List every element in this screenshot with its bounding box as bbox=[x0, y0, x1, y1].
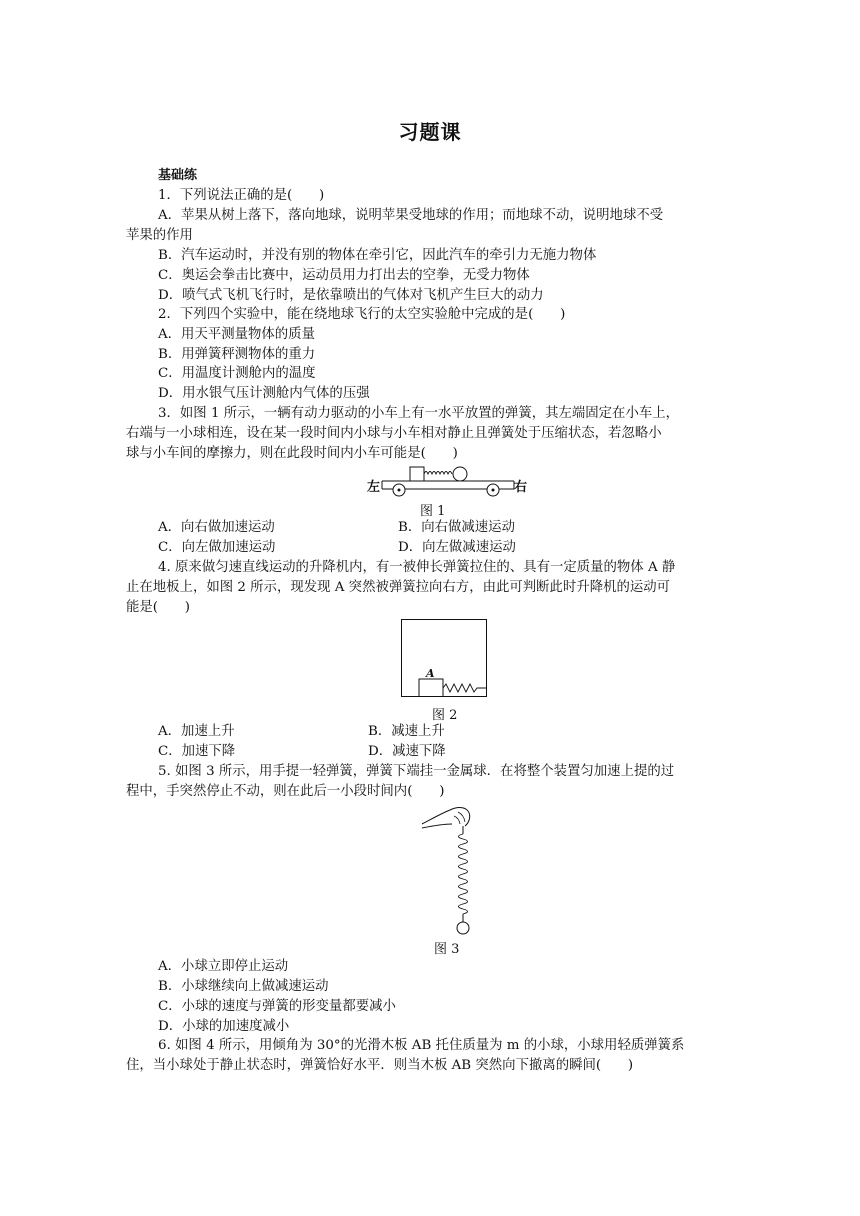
q3-option-b: B．向右做减速运动 bbox=[398, 520, 515, 535]
q2-option-d: D．用水银气压计测舱内气体的压强 bbox=[158, 386, 370, 401]
figure1-caption: 图 1 bbox=[420, 504, 446, 519]
figure3-hand-spring-diagram bbox=[418, 802, 478, 938]
q1-option-a-cont: 苹果的作用 bbox=[126, 228, 193, 243]
q5-line-2: 程中，手突然停止不动，则在此后一小段时间内( ) bbox=[126, 784, 445, 799]
q1-option-d: D．喷气式飞机飞行时，是依靠喷出的气体对飞机产生巨大的动力 bbox=[158, 288, 544, 303]
q5-option-a: A．小球立即停止运动 bbox=[158, 959, 289, 974]
q4-line-3: 能是( ) bbox=[126, 600, 191, 615]
section-heading: 基础练 bbox=[158, 168, 198, 183]
q5-line-1: 5. 如图 3 所示，用手提一轻弹簧，弹簧下端挂一金属球．在将整个装置匀加速上提的过 bbox=[158, 764, 675, 779]
q3-option-c: C．向左做加速运动 bbox=[158, 540, 276, 555]
q4-option-b: B．减速上升 bbox=[368, 724, 445, 739]
q2-option-c: C．用温度计测舱内的温度 bbox=[158, 366, 316, 381]
q6-line-2: 住，当小球处于静止状态时，弹簧恰好水平．则当木板 AB 突然向下撤离的瞬间( ) bbox=[126, 1058, 634, 1073]
figure2-elevator-diagram bbox=[401, 619, 491, 699]
figure3-caption: 图 3 bbox=[434, 942, 460, 957]
figure1-left-label: 左 bbox=[367, 480, 381, 495]
q4-option-c: C．加速下降 bbox=[158, 744, 236, 759]
page-title: 习题课 bbox=[398, 120, 462, 144]
q5-option-c: C．小球的速度与弹簧的形变量都要减小 bbox=[158, 999, 396, 1014]
q2-option-b: B．用弹簧秤测物体的重力 bbox=[158, 347, 316, 362]
q3-option-a: A．向右做加速运动 bbox=[158, 520, 275, 535]
q4-line-1: 4. 原来做匀速直线运动的升降机内，有一被伸长弹簧拉住的、具有一定质量的物体 A 静 bbox=[158, 560, 676, 575]
q2-option-a: A．用天平测量物体的质量 bbox=[158, 327, 315, 342]
q1-option-a: A．苹果从树上落下，落向地球，说明苹果受地球的作用；而地球不动，说明地球不受 bbox=[158, 208, 664, 223]
q3-line-1: 3．如图 1 所示，一辆有动力驱动的小车上有一水平放置的弹簧，其左端固定在小车上， bbox=[158, 406, 680, 421]
figure2-caption: 图 2 bbox=[432, 708, 458, 723]
q3-line-2: 右端与一小球相连，设在某一段时间内小球与小车相对静止且弹簧处于压缩状态，若忽略小 bbox=[126, 426, 662, 441]
q1-stem: 1．下列说法正确的是( ) bbox=[158, 188, 325, 203]
q6-line-1: 6. 如图 4 所示，用倾角为 30°的光滑木板 AB 托住质量为 m 的小球，小球用轻质弹簧系 bbox=[158, 1038, 685, 1053]
q1-option-c: C．奥运会拳击比赛中，运动员用力打出去的空拳，无受力物体 bbox=[158, 268, 530, 283]
q5-option-d: D．小球的加速度减小 bbox=[158, 1019, 290, 1034]
q3-option-d: D．向左做减速运动 bbox=[398, 540, 516, 555]
q1-option-b: B．汽车运动时，并没有别的物体在牵引它，因此汽车的牵引力无施力物体 bbox=[158, 248, 597, 263]
figure1-cart-diagram bbox=[380, 460, 520, 500]
q4-option-a: A．加速上升 bbox=[158, 724, 235, 739]
q3-line-3: 球与小车间的摩擦力，则在此段时间内小车可能是( ) bbox=[126, 446, 458, 461]
figure2-object-label: A bbox=[426, 667, 435, 680]
figure1-right-label: 右 bbox=[514, 480, 528, 495]
q4-option-d: D．减速下降 bbox=[368, 744, 446, 759]
q2-stem: 2．下列四个实验中，能在绕地球飞行的太空实验舱中完成的是( ) bbox=[158, 307, 566, 322]
q5-option-b: B．小球继续向上做减速运动 bbox=[158, 979, 329, 994]
q4-line-2: 止在地板上，如图 2 所示，现发现 A 突然被弹簧拉向右方，由此可判断此时升降机的运动可 bbox=[126, 580, 671, 595]
